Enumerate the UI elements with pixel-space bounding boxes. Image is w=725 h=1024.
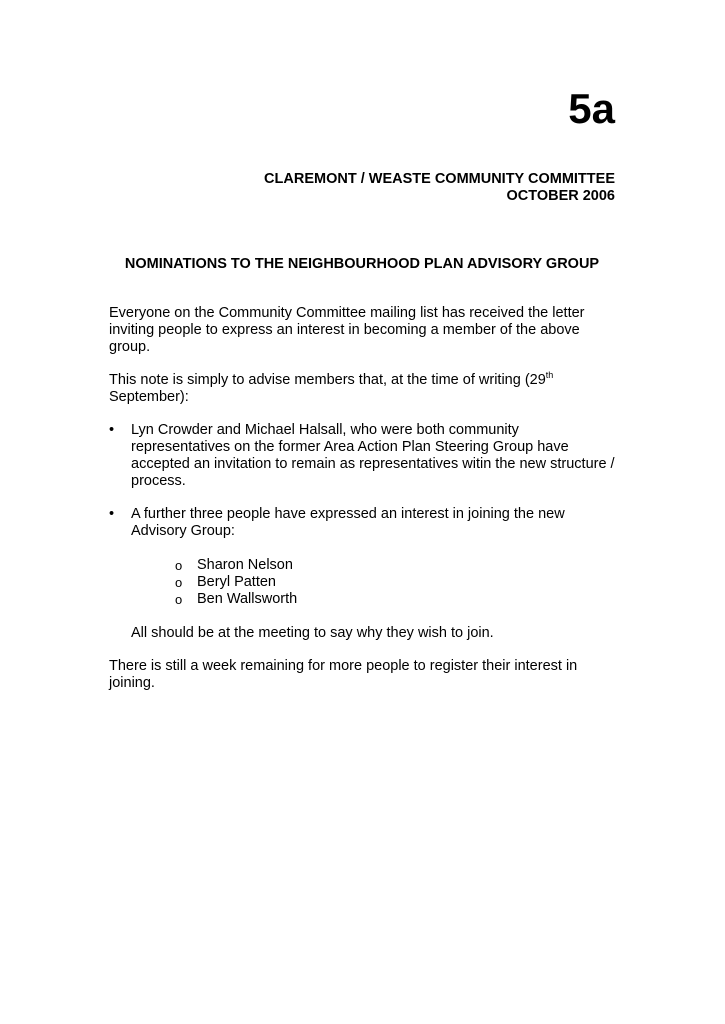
advice-paragraph — [109, 372, 619, 406]
circle-bullet-icon: o — [175, 592, 183, 607]
nominee-name: Sharon Nelson — [197, 557, 293, 573]
bullet-icon: • — [109, 506, 115, 522]
advice-text-start: This note is simply to advise members that, at the time of writing (29 — [109, 372, 546, 388]
nominee-item — [175, 557, 619, 574]
meeting-note-paragraph: All should be at the meeting to say why they wish to join. — [131, 625, 494, 641]
agenda-item-number: 5a — [568, 85, 615, 132]
nominee-item — [175, 574, 619, 591]
closing-paragraph: There is still a week remaining for more people to register their interest in joining. — [109, 658, 578, 691]
list-item — [109, 506, 619, 608]
circle-bullet-icon: o — [175, 575, 183, 590]
nominee-item — [175, 591, 619, 608]
bullet-text: Lyn Crowder and Michael Halsall, who were both community representatives on the former Area Action Plan Steering Group have accepted an invitation to remain as representatives witin the new structure / process. — [131, 422, 615, 489]
bullet-list — [109, 422, 619, 608]
nominee-name: Ben Wallsworth — [197, 591, 298, 607]
nominee-list — [131, 557, 619, 608]
document-body — [109, 305, 619, 708]
committee-name: CLAREMONT / WEASTE COMMUNITY COMMITTEE — [264, 171, 615, 187]
advice-text-end: September): — [109, 389, 189, 405]
meeting-date: OCTOBER 2006 — [506, 188, 615, 204]
bullet-text: A further three people have expressed an interest in joining the new Advisory Group: — [131, 506, 565, 539]
document-title: NOMINATIONS TO THE NEIGHBOURHOOD PLAN ADVISORY GROUP — [124, 256, 600, 272]
circle-bullet-icon: o — [175, 558, 183, 573]
committee-header — [264, 171, 615, 205]
bullet-icon: • — [109, 422, 115, 438]
nominee-name: Beryl Patten — [197, 574, 276, 590]
list-item — [109, 422, 619, 490]
date-ordinal-suffix: th — [545, 370, 554, 380]
intro-paragraph: Everyone on the Community Committee mailing list has received the letter inviting people to express an interest in becoming a member of the above group. — [109, 305, 585, 355]
